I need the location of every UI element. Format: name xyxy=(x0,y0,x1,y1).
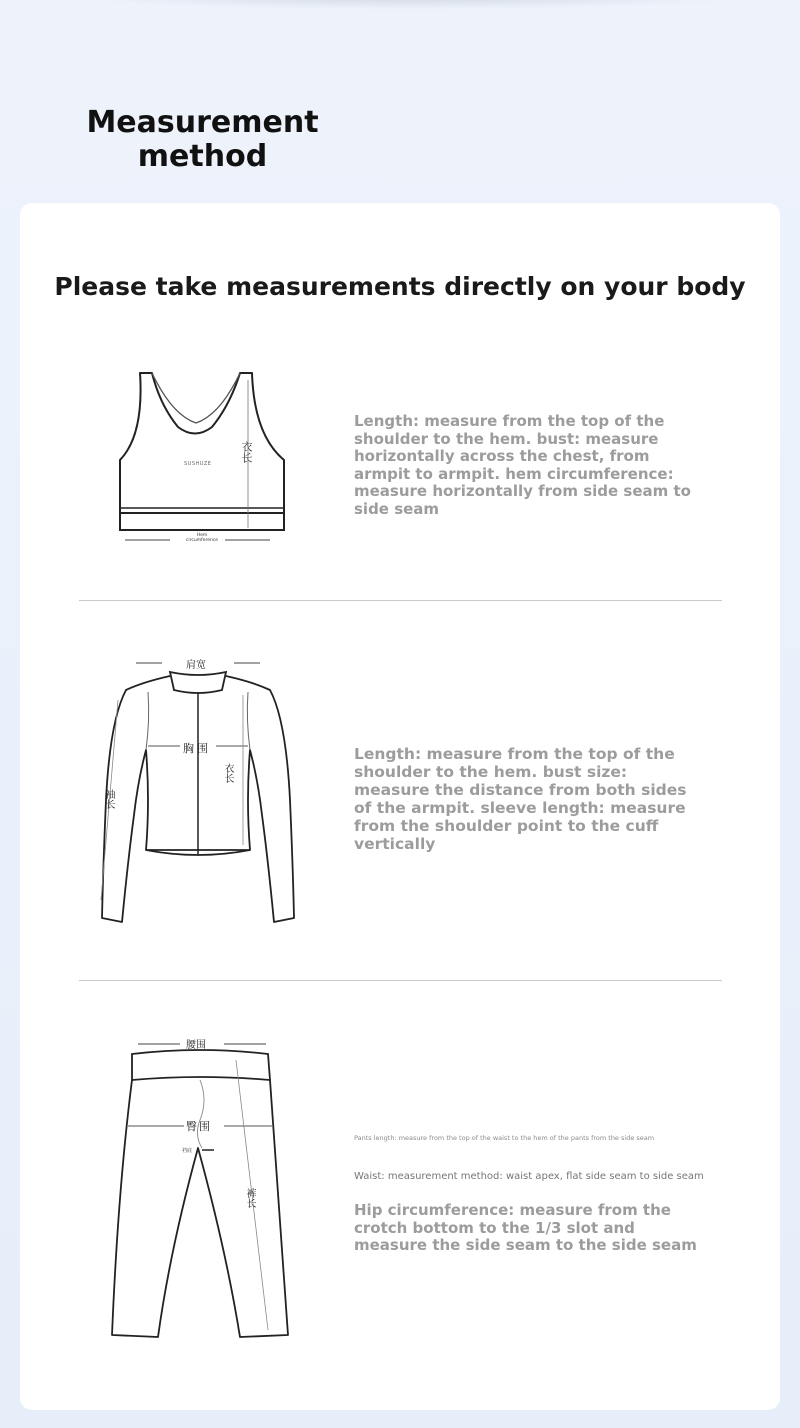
bra-brand-label: SUSHUZE xyxy=(184,461,212,467)
jacket-sleeve-label: 袖长 xyxy=(103,789,114,809)
leggings-hip-description: Hip circumference: measure from the crotch bottom to the 1/3 slot and measure the side seam to the side seam xyxy=(354,1201,697,1254)
divider-2 xyxy=(79,980,722,981)
bra-hem-label: Hem circumference xyxy=(185,533,219,543)
card-heading: Please take measurements directly on your body xyxy=(54,272,746,301)
leggings-pants-length-note: Pants length: measure from the top of the waist to the hem of the pants from the side seam xyxy=(354,1134,655,1142)
bra-length-label: 衣长 xyxy=(240,441,253,463)
section-title: Measurement method xyxy=(86,105,319,174)
sports-bra-diagram xyxy=(100,365,300,550)
leggings-diagram xyxy=(98,1030,298,1345)
jacket-bust-label: 胸围 xyxy=(183,742,211,755)
leggings-waist-note: Waist: measurement method: waist apex, flat side seam to side seam xyxy=(354,1171,704,1182)
leggings-hip-label: 臀围 xyxy=(186,1120,212,1133)
jacket-diagram xyxy=(88,650,308,935)
top-shadow xyxy=(60,0,760,10)
leggings-waist-label: 腰围 xyxy=(186,1040,206,1051)
jacket-description: Length: measure from the top of the shoulder to the hem. bust size: measure the distance from both sides of the armpit. sleeve length: measure from the shoulder point to the cuff vertically xyxy=(354,745,687,853)
leggings-crotch-label: 裆底 xyxy=(182,1148,193,1154)
jacket-length-label: 衣长 xyxy=(222,763,233,783)
divider-1 xyxy=(79,600,722,601)
leggings-length-label: 裤长 xyxy=(244,1188,255,1208)
jacket-shoulder-label: 肩宽 xyxy=(186,660,206,671)
bra-description: Length: measure from the top of the shoulder to the hem. bust: measure horizontally across the chest, from armpit to armpit. hem circumference: measure horizontally from side seam to side seam xyxy=(354,412,691,518)
